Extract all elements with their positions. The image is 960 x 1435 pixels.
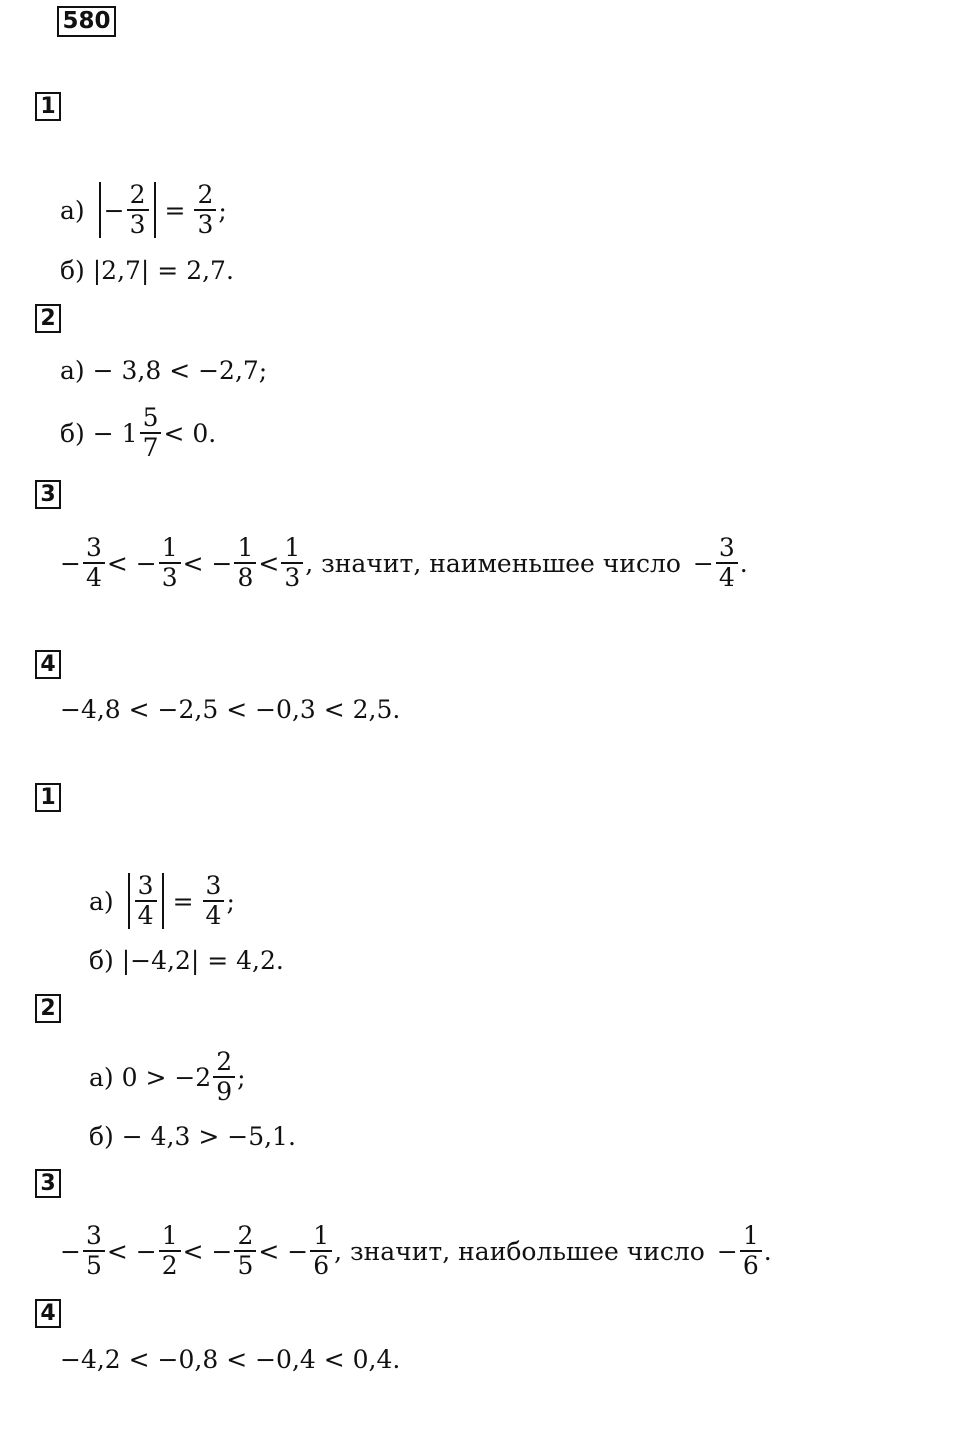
operator: − [692, 548, 714, 578]
task-number-3: 3 [35, 480, 61, 509]
operator: < − [106, 548, 157, 578]
task-2-part-b [60, 398, 216, 468]
numerator: 1 [281, 535, 303, 564]
task-4-line: −4,8 < −2,5 < −0,3 < 2,5. [60, 694, 401, 724]
denominator: 9 [216, 1077, 233, 1106]
fraction [135, 870, 157, 930]
numerator: 1 [310, 1223, 332, 1252]
denominator: 5 [237, 1251, 254, 1280]
operator: < [258, 548, 280, 578]
numerator: 3 [83, 535, 105, 564]
fraction [127, 179, 149, 239]
task-3-line [60, 528, 748, 598]
numerator: 1 [740, 1223, 762, 1252]
fraction [83, 532, 105, 592]
conclusion-text: , значит, наименьшее число [305, 548, 681, 578]
fraction [310, 1220, 332, 1280]
operator: < − [106, 1236, 157, 1266]
task-4-line: −4,2 < −0,8 < −0,4 < 0,4. [60, 1344, 401, 1374]
task-number-3: 3 [35, 1169, 61, 1198]
period: . [763, 1236, 772, 1266]
denominator: 6 [742, 1251, 759, 1280]
semicolon: ; [226, 886, 235, 916]
period: . [739, 548, 748, 578]
operator: < − [258, 1236, 309, 1266]
denominator: 8 [237, 563, 254, 592]
denominator: 4 [137, 901, 154, 930]
denominator: 7 [142, 433, 159, 462]
fraction [740, 1220, 762, 1280]
denominator: 3 [161, 563, 178, 592]
expression: б) − 1 [60, 418, 138, 448]
expression: а) 0 > −2 [89, 1062, 212, 1092]
operator: < − [182, 1236, 233, 1266]
fraction [140, 402, 162, 462]
task-2-part-a [89, 1042, 246, 1112]
absolute-value [99, 179, 156, 239]
task-1-part-a [89, 866, 235, 936]
task-2-part-b: б) − 4,3 > −5,1. [89, 1121, 296, 1151]
minus-sign: − [103, 195, 125, 225]
fraction [194, 179, 216, 239]
fraction [83, 1220, 105, 1280]
fraction [203, 870, 225, 930]
task-2-part-a: а) − 3,8 < −2,7; [60, 355, 268, 385]
numerator: 3 [716, 535, 738, 564]
numerator: 1 [159, 1223, 181, 1252]
fraction [716, 532, 738, 592]
fraction [159, 1220, 181, 1280]
task-number-1: 1 [35, 92, 61, 121]
task-number-4: 4 [35, 650, 61, 679]
denominator: 5 [85, 1251, 102, 1280]
denominator: 4 [85, 563, 102, 592]
absolute-value [128, 870, 164, 930]
task-number-2: 2 [35, 994, 61, 1023]
part-label: а) [89, 886, 114, 916]
operator: − [716, 1236, 738, 1266]
task-3-line [60, 1216, 772, 1286]
numerator: 2 [127, 182, 149, 211]
fraction [213, 1046, 235, 1106]
numerator: 1 [159, 535, 181, 564]
problem-number: 580 [57, 6, 116, 37]
numerator: 3 [135, 873, 157, 902]
semicolon: ; [218, 195, 227, 225]
conclusion-text: , значит, наибольшее число [334, 1236, 705, 1266]
expression: < 0. [163, 418, 217, 448]
denominator: 6 [313, 1251, 330, 1280]
equals-sign: = [164, 195, 186, 225]
denominator: 4 [718, 563, 735, 592]
operator: − [60, 1236, 81, 1266]
task-1-part-a [60, 175, 227, 245]
numerator: 3 [83, 1223, 105, 1252]
task-number-1: 1 [35, 783, 61, 812]
task-1-part-b: б) |−4,2| = 4,2. [89, 945, 284, 975]
numerator: 2 [234, 1223, 256, 1252]
numerator: 2 [213, 1049, 235, 1078]
fraction [234, 532, 256, 592]
numerator: 3 [203, 873, 225, 902]
semicolon: ; [237, 1062, 246, 1092]
task-number-4: 4 [35, 1299, 61, 1328]
task-1-part-b: б) |2,7| = 2,7. [60, 255, 234, 285]
numerator: 2 [194, 182, 216, 211]
fraction [281, 532, 303, 592]
operator: − [60, 548, 81, 578]
operator: < − [182, 548, 233, 578]
task-number-2: 2 [35, 304, 61, 333]
equals-sign: = [172, 886, 194, 916]
denominator: 2 [161, 1251, 178, 1280]
numerator: 1 [234, 535, 256, 564]
denominator: 4 [205, 901, 222, 930]
denominator: 3 [129, 210, 146, 239]
numerator: 5 [140, 405, 162, 434]
part-label: а) [60, 195, 85, 225]
fraction [234, 1220, 256, 1280]
denominator: 3 [284, 563, 301, 592]
fraction [159, 532, 181, 592]
denominator: 3 [197, 210, 214, 239]
